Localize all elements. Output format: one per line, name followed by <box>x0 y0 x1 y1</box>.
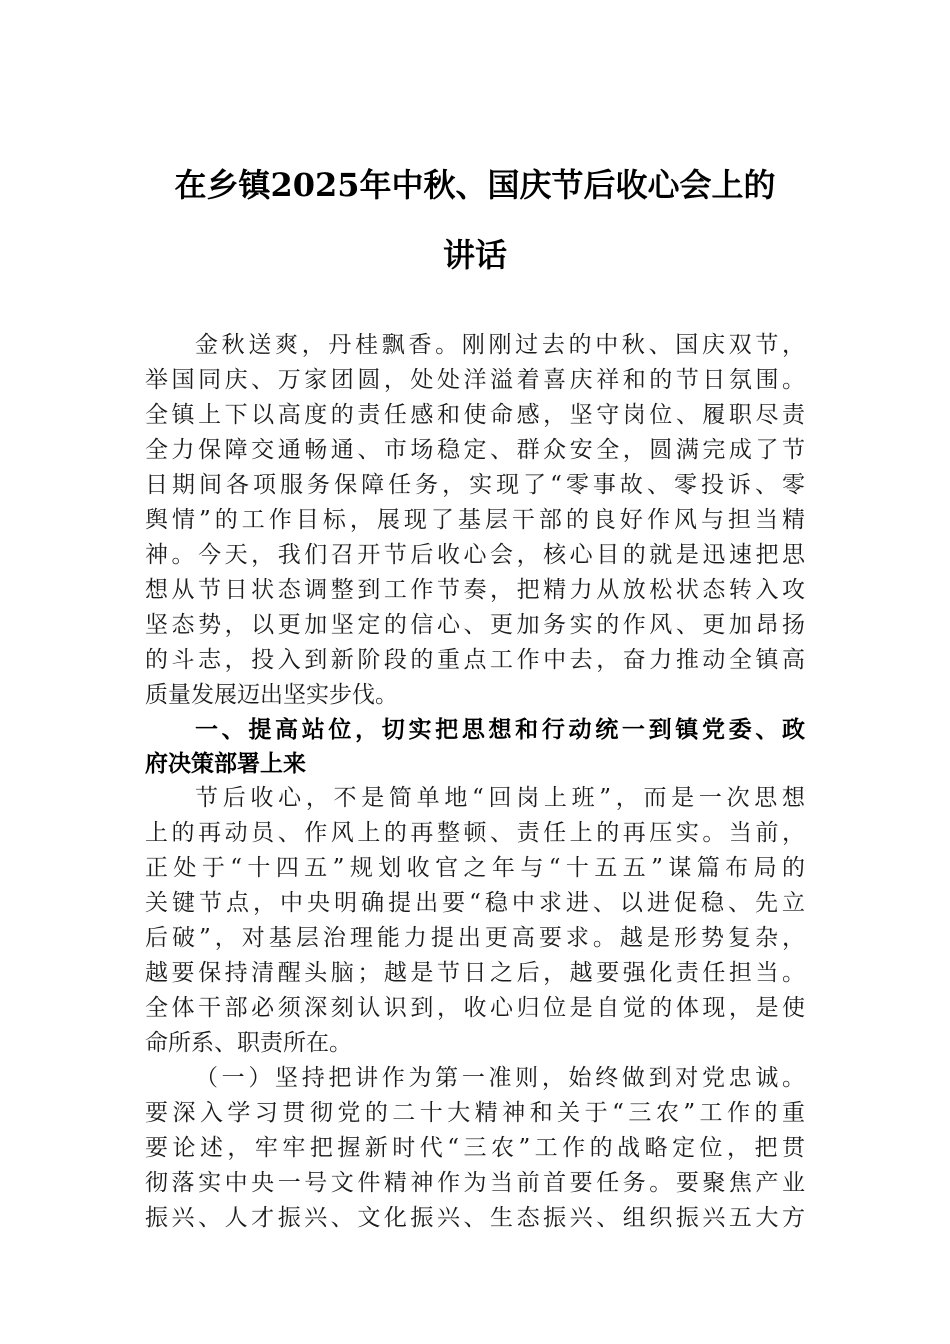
text-line: 节后收心，不是简单地“回岗上班”，而是一次思想 <box>195 785 805 811</box>
text-line: 日期间各项服务保障任务，实现了“零事故、零投诉、零 <box>145 472 805 498</box>
text-line: 正处于“十四五”规划收官之年与“十五五”谋篇布局的 <box>145 855 805 881</box>
text-line: 全体干部必须深刻认识到，收心归位是自觉的体现，是使 <box>145 995 805 1021</box>
document-title-line-1: 在乡镇2025年中秋、国庆节后收心会上的 <box>174 166 776 204</box>
text-line: 想从节日状态调整到工作节奏，把精力从放松状态转入攻 <box>145 577 805 603</box>
document-title-line-2: 讲话 <box>442 236 507 274</box>
text-line: 要深入学习贯彻党的二十大精神和关于“三农”工作的重 <box>145 1100 805 1126</box>
text-line: 上的再动员、作风上的再整顿、责任上的再压实。当前， <box>145 820 805 846</box>
text-line: （一）坚持把讲作为第一准则，始终做到对党忠诚。 <box>195 1065 805 1091</box>
text-line: 关键节点，中央明确提出要“稳中求进、以进促稳、先立 <box>145 890 805 916</box>
text-line: 彻落实中央一号文件精神作为当前首要任务。要聚焦产业 <box>145 1170 805 1196</box>
text-line: 金秋送爽，丹桂飘香。刚刚过去的中秋、国庆双节， <box>195 332 805 358</box>
text-line: 舆情”的工作目标，展现了基层干部的良好作风与担当精 <box>145 507 805 533</box>
text-line: 质量发展迈出坚实步伐。 <box>145 682 398 708</box>
text-line: 神。今天，我们召开节后收心会，核心目的就是迅速把思 <box>145 542 805 568</box>
text-line: 命所系、职责所在。 <box>145 1030 352 1056</box>
heading-line: 一、提高站位，切实把思想和行动统一到镇党委、政 <box>195 717 805 743</box>
text-line: 越要保持清醒头脑；越是节日之后，越要强化责任担当。 <box>145 960 805 986</box>
text-line: 全镇上下以高度的责任感和使命感，坚守岗位、履职尽责 <box>145 402 805 428</box>
text-line: 全力保障交通畅通、市场稳定、群众安全，圆满完成了节 <box>145 437 805 463</box>
text-line: 要论述，牢牢把握新时代“三农”工作的战略定位，把贯 <box>145 1135 805 1161</box>
text-line: 举国同庆、万家团圆，处处洋溢着喜庆祥和的节日氛围。 <box>145 367 805 393</box>
text-line: 的斗志，投入到新阶段的重点工作中去，奋力推动全镇高 <box>145 647 805 673</box>
text-line: 坚态势，以更加坚定的信心、更加务实的作风、更加昂扬 <box>145 612 805 638</box>
text-line: 振兴、人才振兴、文化振兴、生态振兴、组织振兴五大方 <box>145 1205 805 1231</box>
text-line: 后破”，对基层治理能力提出更高要求。越是形势复杂， <box>145 925 805 951</box>
heading-line: 府决策部署上来 <box>145 751 306 777</box>
